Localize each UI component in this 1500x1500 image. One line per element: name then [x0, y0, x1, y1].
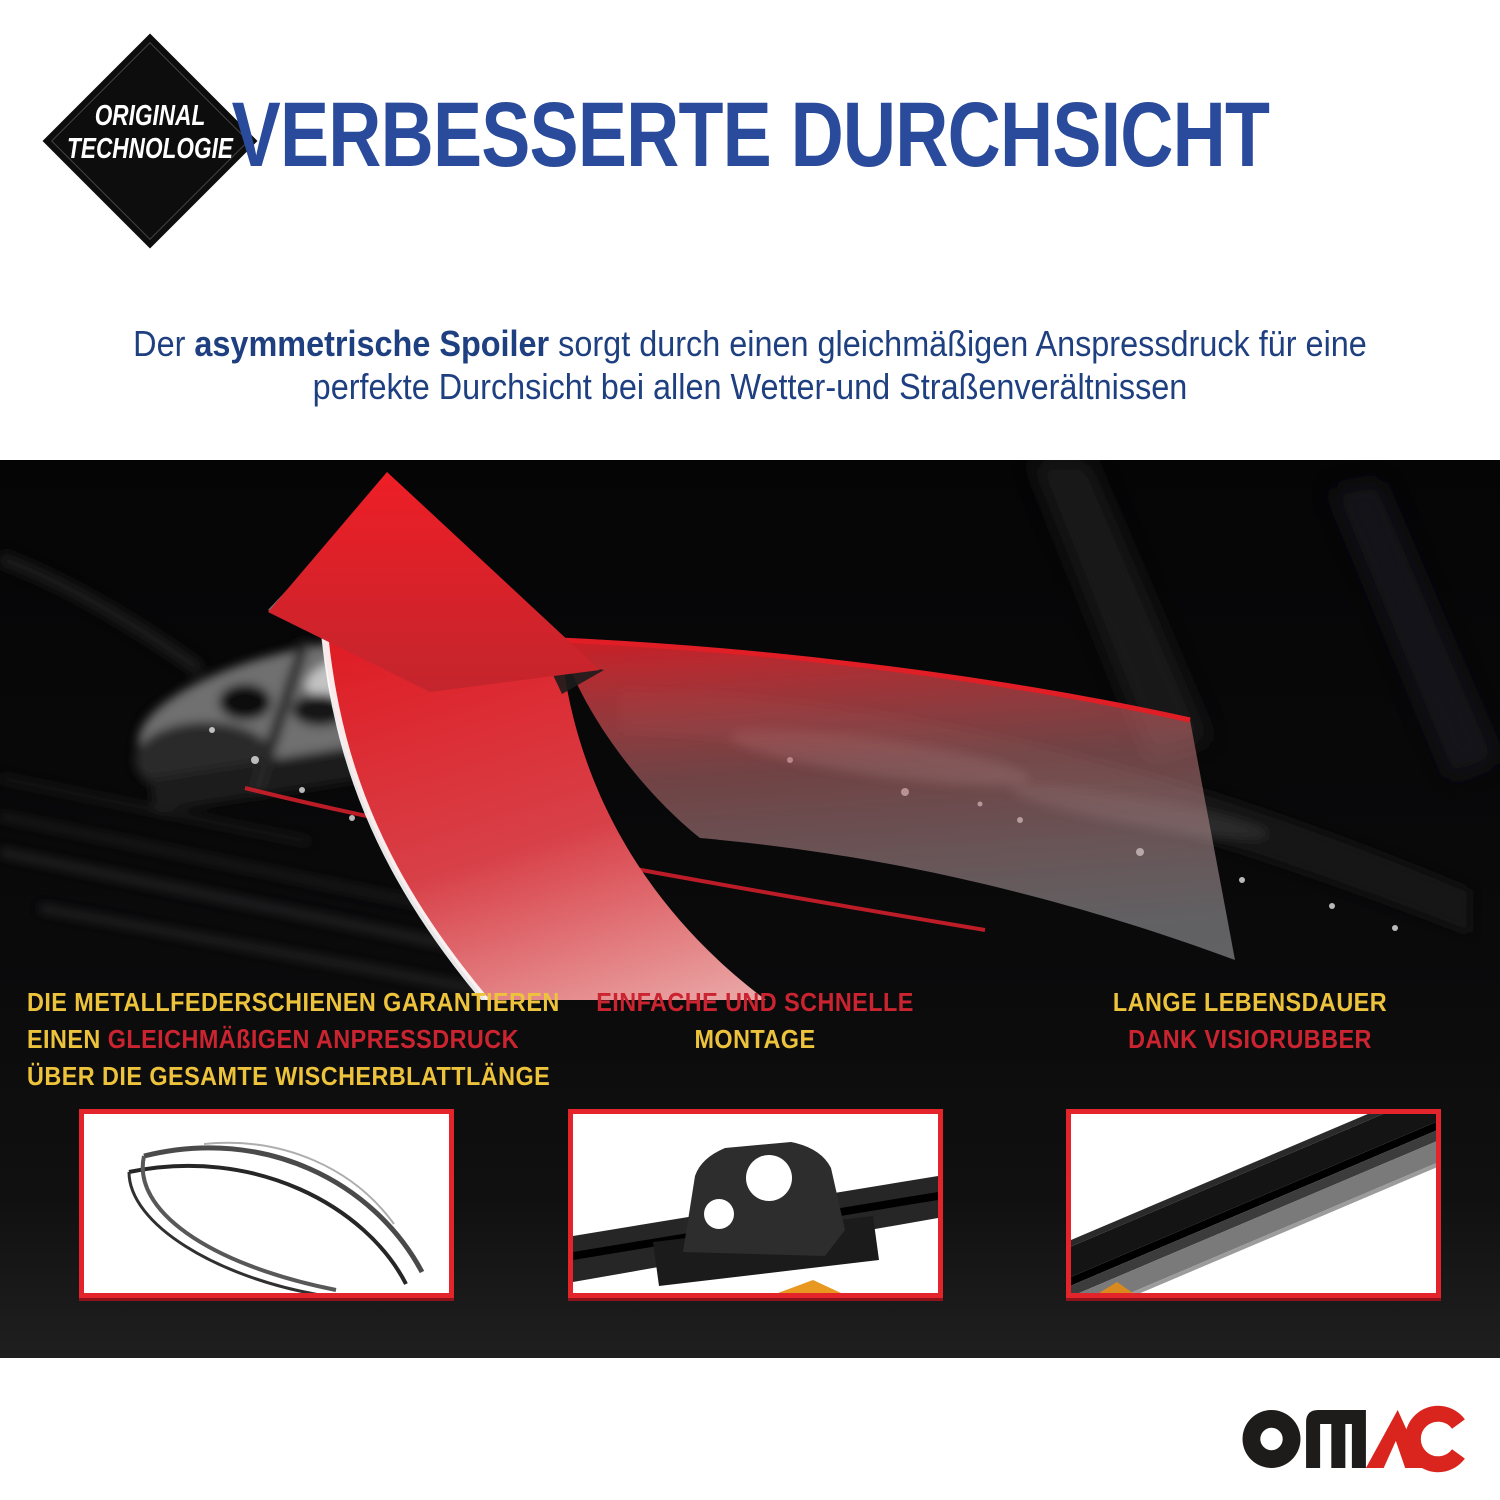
badge-line-1: ORIGINAL [94, 100, 206, 132]
footer [0, 1358, 1500, 1500]
wiper-hero-illustration [0, 460, 1500, 1000]
omac-logo [1240, 1396, 1475, 1482]
feature-long-life [985, 984, 1500, 1058]
feature1-line2a: EINEN [27, 1024, 108, 1054]
intro-seg-bold: asymmetrische Spoiler [194, 323, 550, 364]
omac-logo-black-part [1243, 1410, 1366, 1468]
metal-rails-image [79, 1109, 454, 1298]
feature-metal-rails [0, 984, 560, 1095]
page-title: VERBESSERTE DURCHSICHT [231, 84, 1269, 186]
mount-bracket-image [568, 1109, 943, 1298]
feature1-line1: DIE METALLFEDERSCHIENEN GARANTIEREN [27, 987, 560, 1017]
hero-section [0, 460, 1500, 1358]
intro-seg-1: Der [133, 323, 195, 364]
feature1-line2b: GLEICHMÄßIGEN ANPRESSDRUCK [107, 1024, 519, 1054]
badge-line-2: TECHNOLOGIE [67, 133, 233, 165]
rubber-blade-image [1066, 1109, 1441, 1298]
feature3-line2: DANK VISIORUBBER [1128, 1024, 1372, 1054]
intro-paragraph [75, 322, 1425, 408]
intro-seg-2: sorgt durch einen gleichmäßigen Anspressdruck für eine [549, 323, 1367, 364]
feature1-line3: ÜBER DIE GESAMTE WISCHERBLATTLÄNGE [27, 1061, 551, 1091]
omac-logo-red-part [1366, 1410, 1459, 1468]
feature-easy-mounting [490, 984, 1020, 1058]
intro-seg-3: perfekte Durchsicht bei allen Wetter-und Straßenverältnissen [312, 366, 1188, 407]
feature2-line2: MONTAGE [694, 1024, 816, 1054]
badge-text [35, 100, 265, 166]
feature3-line1: LANGE LEBENSDAUER [1112, 987, 1388, 1017]
feature2-line1: EINFACHE UND SCHNELLE [596, 987, 914, 1017]
